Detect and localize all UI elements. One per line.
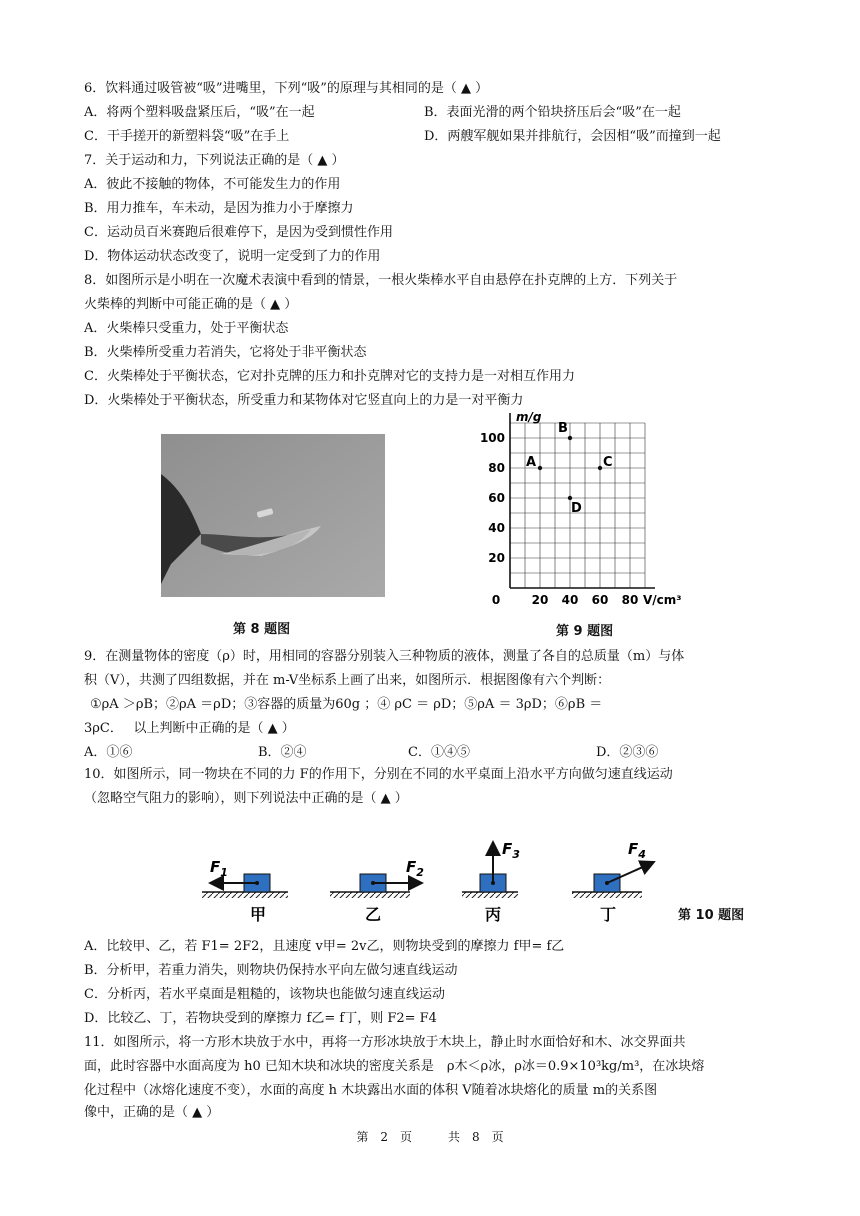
- question-8-option-d: D．火柴棒处于平衡状态，所受重力和某物体对它竖直向上的力是一对平衡力: [84, 393, 524, 408]
- x-tick-label: 40: [561, 593, 579, 606]
- diagram-ding: [572, 840, 654, 924]
- x-tick-label: 20: [531, 593, 549, 606]
- x-tick-label: 80: [621, 593, 639, 606]
- question-10-option-d: D．比较乙、丁，若物块受到的摩擦力 f乙= f丁，则 F2= F4: [84, 1011, 437, 1026]
- question-10-stem-line1: 10．如图所示，同一物块在不同的力 F的作用下，分别在不同的水平桌面上沿水平方向做匀速直线运动: [84, 767, 673, 782]
- mv-scatter-chart: [474, 406, 704, 606]
- diagram-label-bing: 丙: [485, 905, 502, 924]
- question-9-option-c: C．①④⑤: [408, 745, 470, 760]
- figure-10-caption: 第 10 题图: [678, 908, 745, 923]
- diagram-bing: [462, 840, 520, 924]
- question-7-option-d: D．物体运动状态改变了，说明一定受到了力的作用: [84, 249, 381, 264]
- question-11-stem-line2: 面，此时容器中水面高度为 h0 已知木块和冰块的密度关系是 ρ木＜ρ冰，ρ冰＝0.9×10³kg/m³，在冰块熔: [84, 1059, 705, 1074]
- question-6-option-d: D．两艘军舰如果并排航行，会因相“吸”而撞到一起: [424, 129, 721, 144]
- diagram-yi: [330, 858, 424, 924]
- question-10-stem-line2: （忽略空气阻力的影响），则下列说法中正确的是（ ▲ ）: [84, 791, 408, 806]
- figure-9-caption: 第 9 题图: [556, 624, 614, 639]
- question-10-option-b: B．分析甲，若重力消失，则物块仍保持水平向左做匀速直线运动: [84, 963, 458, 978]
- question-11-stem-line3: 化过程中（冰熔化速度不变），水面的高度 h 木块露出水面的体积 V随着冰块熔化的质量 m的关系图: [84, 1083, 658, 1098]
- y-tick-label: 80: [488, 461, 505, 475]
- question-9-stem-line4: 3ρC． 以上判断中正确的是（ ▲ ）: [84, 721, 295, 736]
- point-label-c: C: [603, 455, 613, 470]
- y-tick-label: 100: [479, 431, 505, 445]
- y-axis-label: m/g: [516, 410, 542, 424]
- page-footer: 第 2 页 共 8 页: [356, 1130, 504, 1144]
- question-9-stem-line1: 9．在测量物体的密度（ρ）时，用相同的容器分别装入三种物质的液体，测量了各自的总质量（m）与体: [84, 649, 685, 664]
- question-9-option-b: B．②④: [258, 745, 307, 760]
- question-9-option-a: A．①⑥: [84, 745, 133, 760]
- diagram-jia: [202, 858, 288, 924]
- y-tick-label: 60: [488, 491, 505, 505]
- question-8-stem-line2: 火柴棒的判断中可能正确的是（ ▲ ）: [84, 297, 298, 312]
- question-10-option-c: C．分析丙，若水平桌面是粗糙的，该物块也能做匀速直线运动: [84, 987, 445, 1002]
- diagram-label-jia: 甲: [250, 905, 267, 924]
- question-8-option-c: C．火柴棒处于平衡状态，它对扑克牌的压力和扑克牌对它的支持力是一对相互作用力: [84, 369, 575, 384]
- question-6-option-a: A．将两个塑料吸盘紧压后，“吸”在一起: [84, 105, 315, 120]
- force-label-f1: $F_1$: [210, 858, 228, 879]
- y-tick-label: 40: [488, 521, 505, 535]
- question-6-stem: 6．饮料通过吸管被“吸”进嘴里，下列“吸”的原理与其相同的是（ ▲ ）: [84, 81, 489, 96]
- question-6-option-c: C．干手搓开的新塑料袋“吸”在手上: [84, 129, 290, 144]
- point-label-d: D: [571, 501, 582, 516]
- question-8-option-b: B．火柴棒所受重力若消失，它将处于非平衡状态: [84, 345, 367, 360]
- question-7-option-c: C．运动员百米赛跑后很难停下，是因为受到惯性作用: [84, 225, 393, 240]
- data-point-a: [538, 466, 542, 470]
- question-7-stem: 7．关于运动和力，下列说法正确的是（ ▲ ）: [84, 153, 345, 168]
- diagram-label-yi: 乙: [365, 905, 382, 924]
- question-9-option-d: D．②③⑥: [596, 745, 659, 760]
- question-7-option-a: A．彼此不接触的物体，不可能发生力的作用: [84, 177, 341, 192]
- force-label-f2: $F_2$: [406, 858, 424, 879]
- figure-8-caption: 第 8 题图: [233, 622, 291, 637]
- x-tick-label: 60: [591, 593, 609, 606]
- question-8-stem-line1: 8．如图所示是小明在一次魔术表演中看到的情景，一根火柴棒水平自由悬停在扑克牌的上方．下列关于: [84, 273, 678, 288]
- question-9-judgments: ①ρA ＞ρB；②ρA ＝ρD；③容器的质量为60g ；④ ρC ＝ ρD；⑤ρA ＝ 3ρD；⑥ρB ＝: [90, 697, 603, 712]
- point-label-a: A: [526, 455, 537, 470]
- question-6-option-b: B．表面光滑的两个铅块挤压后会“吸”在一起: [424, 105, 681, 120]
- match-card-photo: [161, 434, 385, 597]
- force-diagrams: [200, 834, 670, 926]
- force-label-f4: $F_4$: [628, 840, 646, 861]
- question-8-option-a: A．火柴棒只受重力，处于平衡状态: [84, 321, 289, 336]
- question-11-stem-line4: 像中，正确的是（ ▲ ）: [84, 1105, 220, 1120]
- x-axis-label: V/cm³: [643, 593, 682, 606]
- question-9-stem-line2: 积（V），共测了四组数据，并在 m-V坐标系上画了出来，如图所示．根据图像有六个判断：: [84, 673, 611, 688]
- question-7-option-b: B．用力推车，车未动，是因为推力小于摩擦力: [84, 201, 354, 216]
- data-point-d: [568, 496, 572, 500]
- data-point-b: [568, 436, 572, 440]
- question-10-option-a: A．比较甲、乙，若 F1= 2F2，且速度 v甲= 2v乙，则物块受到的摩擦力 f甲= f乙: [84, 939, 565, 954]
- point-label-b: B: [558, 421, 568, 436]
- x-tick-label: 0: [491, 593, 501, 606]
- data-point-c: [598, 466, 602, 470]
- y-tick-label: 20: [488, 551, 505, 565]
- force-label-f3: $F_3$: [502, 840, 520, 861]
- question-11-stem-line1: 11．如图所示，将一方形木块放于水中，再将一方形冰块放于木块上，静止时水面恰好和木、冰交界面共: [84, 1035, 686, 1050]
- diagram-label-ding: 丁: [600, 905, 617, 924]
